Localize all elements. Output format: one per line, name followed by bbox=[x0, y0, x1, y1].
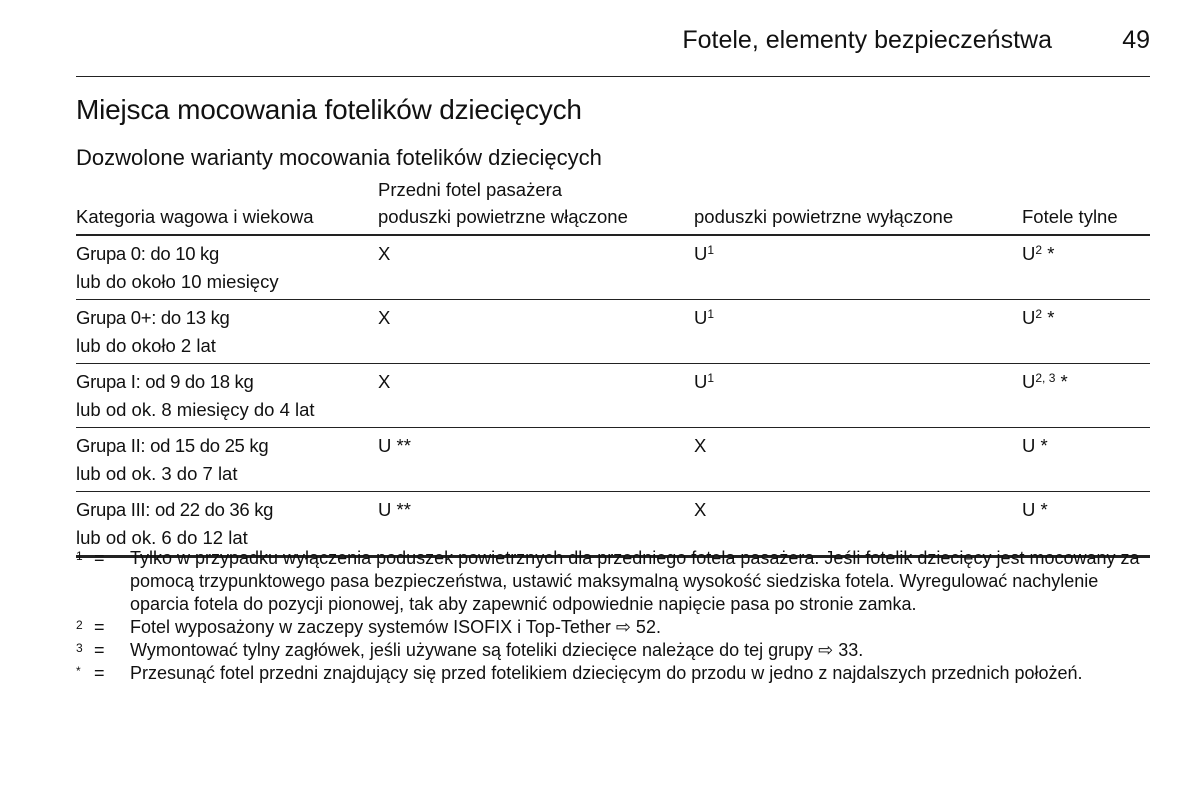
table-header-row bbox=[76, 176, 1150, 235]
footnote-mark: 1 bbox=[76, 549, 83, 563]
header-rear-seats: Fotele tylne bbox=[1022, 206, 1118, 227]
section-title: Fotele, elementy bezpieczeństwa bbox=[682, 26, 1052, 54]
category-cell bbox=[76, 364, 378, 428]
footnote bbox=[76, 662, 1152, 685]
group-age: lub do około 10 miesięcy bbox=[76, 271, 279, 292]
table-row bbox=[76, 428, 1150, 492]
table-caption: Dozwolone warianty mocowania fotelików dziecięcych bbox=[76, 145, 602, 170]
footnote-text: Przesunąć fotel przedni znajdujący się przed fotelikiem dziecięcym do przodu w jedno z najdalszych przednich położeń. bbox=[130, 663, 1083, 683]
airbag-on-cell: X bbox=[378, 243, 391, 264]
airbag-off-cell: $U^1$ bbox=[694, 243, 715, 264]
airbag-on-cell: U ** bbox=[378, 435, 411, 456]
rear-cell: U$^{2, 3}$ * bbox=[1022, 371, 1068, 392]
footnote-mark: * bbox=[76, 664, 81, 678]
footnote-ref: 2 bbox=[1035, 307, 1043, 321]
rear-cell: U * bbox=[1022, 499, 1048, 520]
rear-cell: $U^2$ * bbox=[1022, 243, 1055, 264]
footnote-ref: 1 bbox=[707, 243, 715, 257]
footnote-equals: = bbox=[94, 663, 105, 683]
footnote bbox=[76, 616, 1152, 639]
group-name: Grupa II: od 15 do 25 kg bbox=[76, 435, 269, 456]
category-cell bbox=[76, 428, 378, 492]
group-age: lub do około 2 lat bbox=[76, 335, 216, 356]
footnote-equals: = bbox=[94, 617, 105, 637]
footnote-text: Tylko w przypadku wyłączenia poduszek powietrznych dla przedniego fotela pasażera. Jeśli fotelik dziecięcy jest mocowany za pomocą trzypunktowego pasa bezpieczeństwa, ustawić maksymalną wysokość siedziska fotela. Wyregulować nachylenie oparcia fotela do pozycji pionowej, tak aby zapewnić odpowiednie napięcie pasa po stronie zamka. bbox=[130, 548, 1140, 614]
rear-cell: $U^2$ * bbox=[1022, 307, 1055, 328]
header-category: Kategoria wagowa i wiekowa bbox=[76, 206, 314, 227]
footnote-ref: 2, 3 bbox=[1035, 371, 1056, 385]
page-heading: Miejsca mocowania fotelików dziecięcych bbox=[76, 94, 582, 125]
airbag-off-cell: $U^1$ bbox=[694, 371, 715, 392]
footnote bbox=[76, 547, 1152, 616]
table-row bbox=[76, 364, 1150, 428]
header-airbag-on: poduszki powietrzne włączone bbox=[378, 206, 628, 227]
group-name: Grupa III: od 22 do 36 kg bbox=[76, 499, 274, 520]
footnote-ref: 2 bbox=[1035, 243, 1043, 257]
group-name: Grupa I: od 9 do 18 kg bbox=[76, 371, 254, 392]
airbag-off-cell: $U^1$ bbox=[694, 307, 715, 328]
group-age: lub od ok. 3 do 7 lat bbox=[76, 463, 238, 484]
rear-cell: U * bbox=[1022, 435, 1048, 456]
airbag-off-cell: X bbox=[694, 499, 707, 520]
category-cell bbox=[76, 235, 378, 300]
airbag-on-cell: X bbox=[378, 371, 391, 392]
airbag-on-cell: U ** bbox=[378, 499, 411, 520]
group-age: lub od ok. 8 miesięcy do 4 lat bbox=[76, 399, 315, 420]
airbag-on-cell: X bbox=[378, 307, 391, 328]
footnote-ref: 1 bbox=[707, 307, 715, 321]
footnote-equals: = bbox=[94, 640, 105, 660]
category-cell bbox=[76, 300, 378, 364]
group-name: Grupa 0: do 10 kg bbox=[76, 243, 219, 264]
group-name: Grupa 0+: do 13 kg bbox=[76, 307, 230, 328]
footnote-text: Wymontować tylny zagłówek, jeśli używane są foteliki dziecięce należące do tej grupy ⇨ 33. bbox=[130, 640, 864, 660]
footnote-text: Fotel wyposażony w zaczepy systemów ISOFIX i Top-Tether ⇨ 52. bbox=[130, 617, 661, 637]
header-front-seat: Przedni fotel pasażera bbox=[378, 179, 563, 200]
header-airbag-off: poduszki powietrzne wyłączone bbox=[694, 206, 954, 227]
table-row bbox=[76, 235, 1150, 300]
footnote-ref: 1 bbox=[707, 371, 715, 385]
header-front-airbag-on bbox=[378, 176, 694, 235]
page-header bbox=[76, 24, 1150, 77]
footnote bbox=[76, 639, 1152, 662]
group-age: lub od ok. 6 do 12 lat bbox=[76, 527, 248, 548]
footnote-mark: 2 bbox=[76, 618, 83, 632]
child-seat-table bbox=[76, 176, 1150, 558]
footnote-equals: = bbox=[94, 548, 105, 568]
page-number: 49 bbox=[1122, 26, 1150, 54]
airbag-off-cell: X bbox=[694, 435, 707, 456]
footnote-mark: 3 bbox=[76, 641, 83, 655]
table-row bbox=[76, 300, 1150, 364]
footnotes bbox=[76, 547, 1152, 685]
